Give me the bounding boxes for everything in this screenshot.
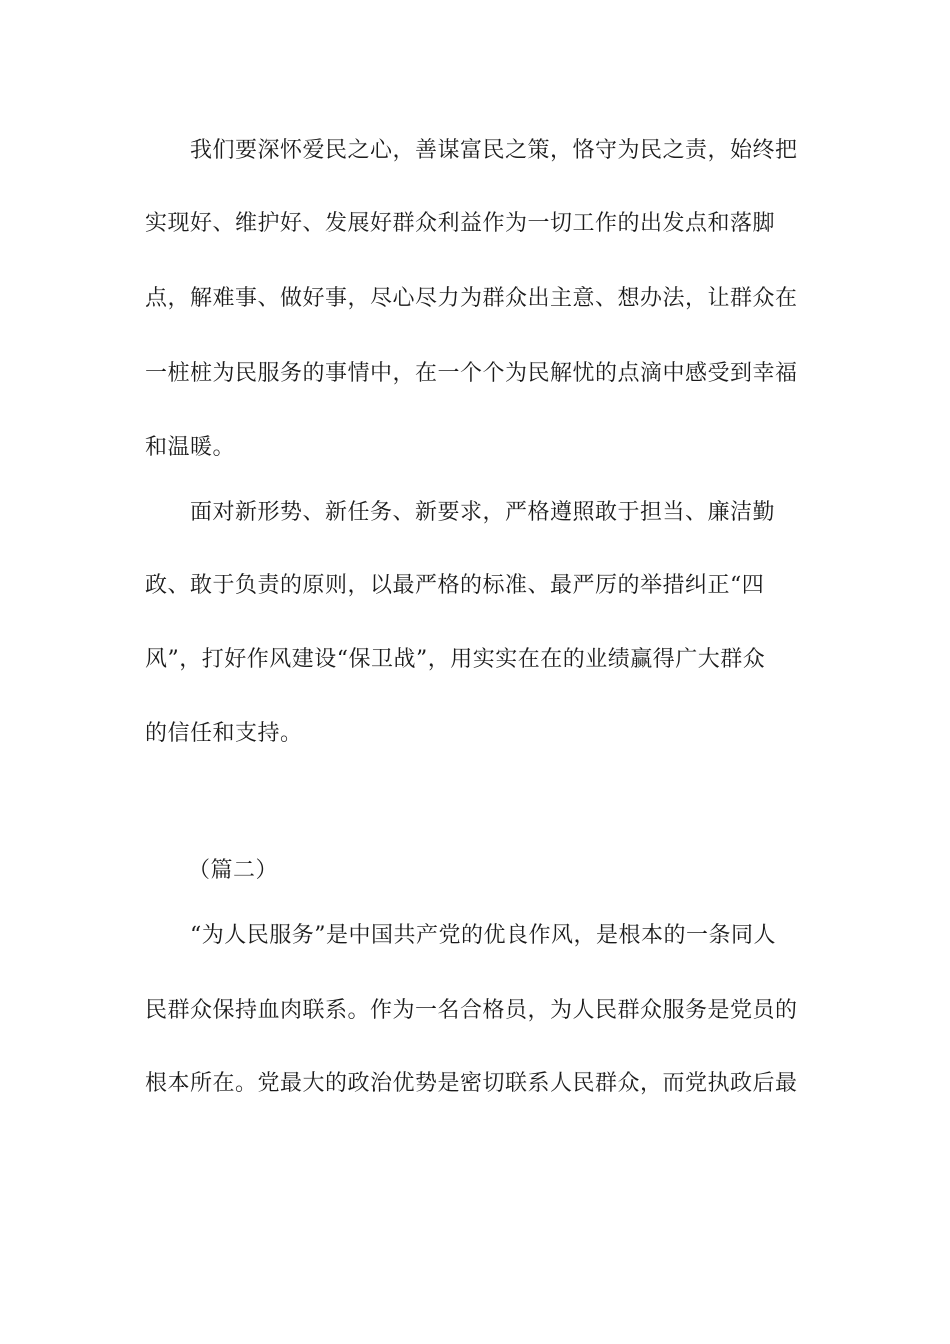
paragraph-2-line-1: 面对新形势、新任务、新要求，严格遵照敢于担当、廉洁勤 xyxy=(190,500,776,525)
paragraph-3-line-2: 民群众保持血肉联系。作为一名合格员，为人民群众服务是党员的 xyxy=(145,998,798,1023)
paragraph-1-line-2: 实现好、维护好、发展好群众利益作为一切工作的出发点和落脚 xyxy=(145,211,776,236)
paragraph-1-line-5: 和温暖。 xyxy=(145,435,236,460)
paragraph-1-line-4: 一桩桩为民服务的事情中，在一个个为民解忧的点滴中感受到幸福 xyxy=(145,361,798,386)
section-heading: （篇二） xyxy=(188,858,279,883)
paragraph-1-line-1: 我们要深怀爱民之心，善谋富民之策，恪守为民之责，始终把 xyxy=(190,138,798,163)
paragraph-3-line-3: 根本所在。党最大的政治优势是密切联系人民群众，而党执政后最 xyxy=(145,1071,798,1096)
paragraph-3-line-1: “为人民服务”是中国共产党的优良作风，是根本的一条同人 xyxy=(190,923,776,948)
paragraph-1-line-3: 点，解难事、做好事，尽心尽力为群众出主意、想办法，让群众在 xyxy=(145,286,798,311)
paragraph-2-line-3: 风”，打好作风建设“保卫战”，用实实在在的业绩赢得广大群众 xyxy=(145,647,766,672)
paragraph-2-line-2: 政、敢于负责的原则，以最严格的标准、最严厉的举措纠正“四 xyxy=(145,573,765,598)
paragraph-2-line-4: 的信任和支持。 xyxy=(145,721,303,746)
